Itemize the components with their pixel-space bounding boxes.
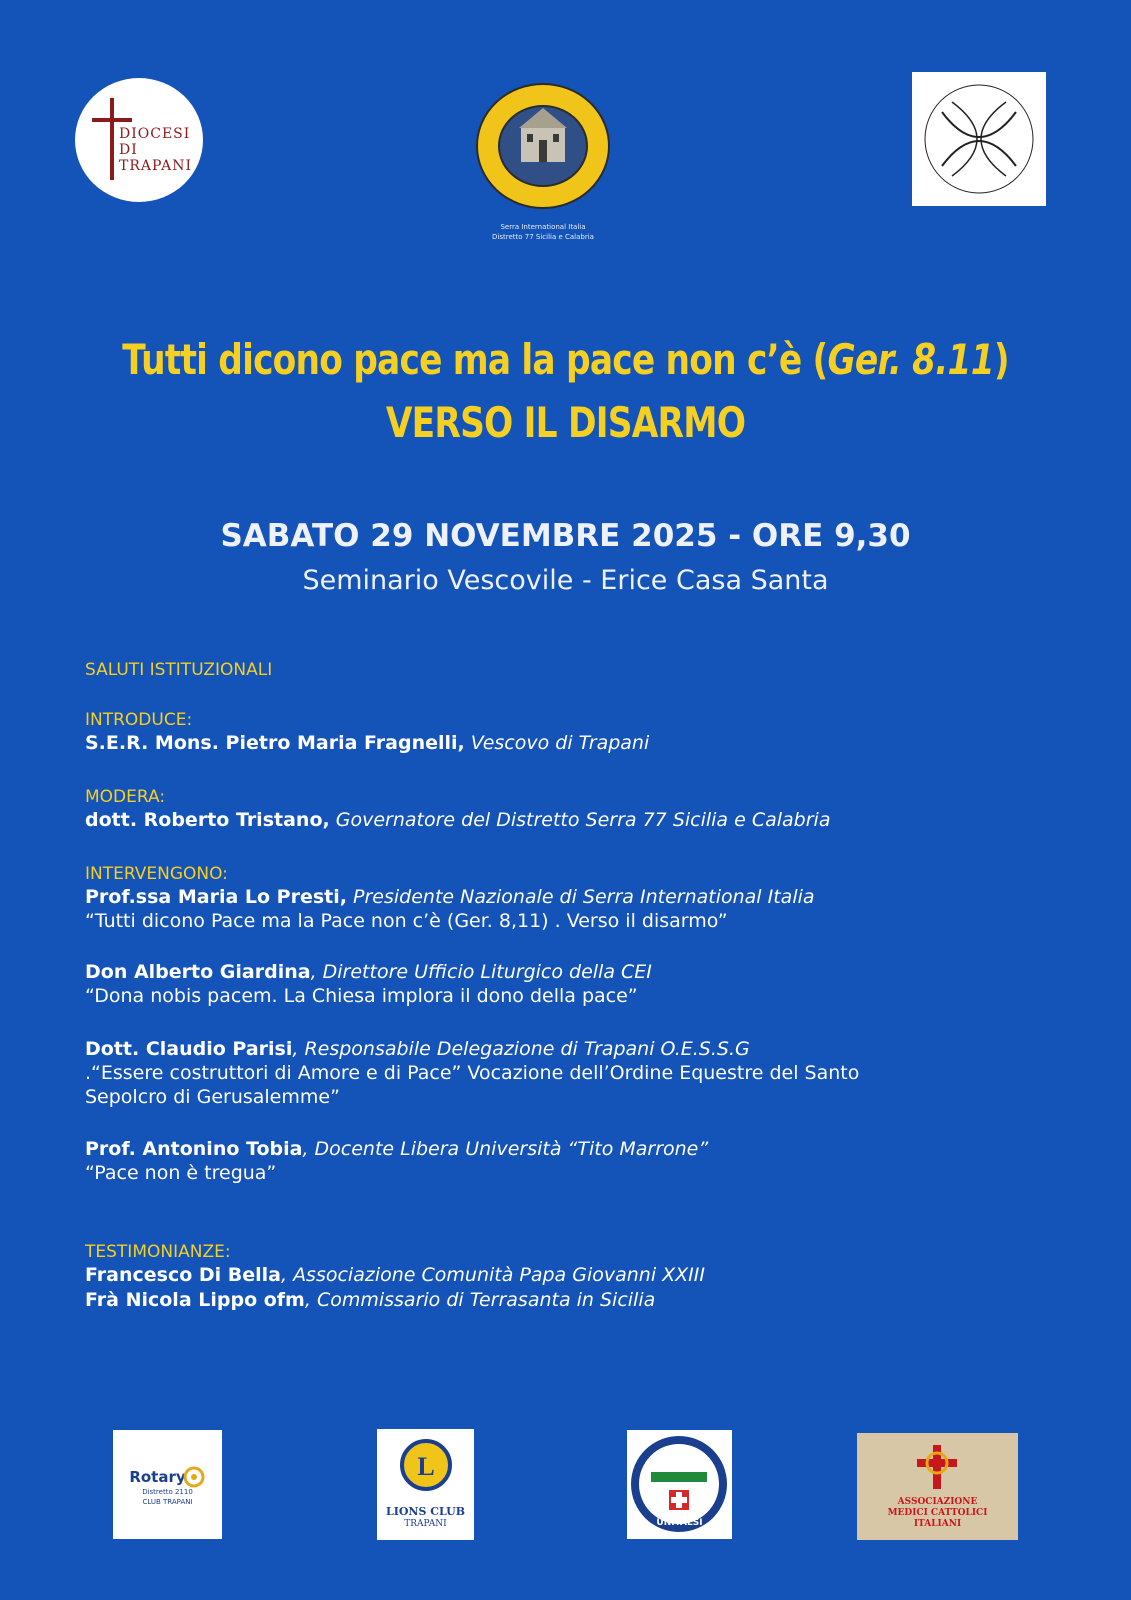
- speaker-role: , Docente Libera Università “Tito Marrone”: [302, 1138, 709, 1160]
- serra-caption: [455, 222, 631, 242]
- title-main: Tutti dicono pace ma la pace non c’è (: [122, 335, 828, 384]
- talk-title: “Tutti dicono Pace ma la Pace non c’è (Ger. 8,11) . Verso il disarmo”: [85, 910, 728, 932]
- lions-emblem-icon: [400, 1437, 452, 1495]
- title-close: ): [993, 335, 1009, 384]
- rotary-district: Distretto 2110: [142, 1488, 193, 1496]
- modera-line: [85, 808, 1085, 832]
- speaker-line: [85, 960, 1085, 984]
- testimonianze-heading: TESTIMONIANZE:: [85, 1242, 231, 1262]
- amci-line1: ASSOCIAZIONE: [897, 1497, 978, 1507]
- speaker-entry: [85, 1037, 1085, 1109]
- speaker-entry: [85, 1137, 1085, 1185]
- amci-logo: [857, 1433, 1018, 1540]
- serra-caption-line1: Serra International Italia: [500, 223, 586, 231]
- speaker-entry: [85, 885, 1085, 933]
- speaker-line: [85, 885, 1085, 909]
- speaker-role: , Associazione Comunità Papa Giovanni XXIII: [280, 1264, 705, 1286]
- speaker-name: S.E.R. Mons. Pietro Maria Fragnelli,: [85, 732, 465, 754]
- speaker-role: Vescovo di Trapani: [464, 732, 650, 754]
- talk-title-cont: Sepolcro di Gerusalemme”: [85, 1086, 340, 1108]
- speaker-line: [85, 1137, 1085, 1161]
- event-title-line2: VERSO IL DISARMO: [385, 398, 746, 447]
- modera-heading: MODERA:: [85, 787, 166, 807]
- speaker-role: , Responsabile Delegazione di Trapani O.E.S.S.G: [292, 1038, 750, 1060]
- svg-text:L: L: [417, 1452, 435, 1481]
- event-title-line1: [102, 335, 1029, 384]
- testimonianza-line: [85, 1263, 1085, 1287]
- serra-caption-line2: Distretto 77 Sicilia e Calabria: [492, 233, 594, 241]
- rotary-club: CLUB TRAPANI: [142, 1498, 193, 1506]
- speaker-role: , Commissario di Terrasanta in Sicilia: [304, 1289, 656, 1311]
- talk-title: “Pace non è tregua”: [85, 1162, 277, 1184]
- unitalsi-logo: [627, 1430, 732, 1539]
- speaker-name: Francesco Di Bella: [85, 1264, 281, 1286]
- speaker-name: Prof.ssa Maria Lo Presti,: [85, 886, 347, 908]
- talk-title: “Dona nobis pacem. La Chiesa implora il dono della pace”: [85, 985, 638, 1007]
- speaker-name: Don Alberto Giardina: [85, 961, 311, 983]
- intervengono-heading: INTERVENGONO:: [85, 864, 228, 884]
- serra-international-logo: [475, 82, 611, 210]
- unitalsi-name: UNITALSI: [656, 1518, 703, 1528]
- seminario-seal-icon: [912, 72, 1046, 206]
- saluti-heading: SALUTI ISTITUZIONALI: [85, 660, 273, 680]
- speaker-line: [85, 1037, 1085, 1061]
- speaker-name: Prof. Antonino Tobia: [85, 1138, 303, 1160]
- speaker-name: Frà Nicola Lippo ofm: [85, 1289, 305, 1311]
- amci-line3: ITALIANI: [913, 1519, 962, 1529]
- speaker-role: Presidente Nazionale di Serra International Italia: [346, 886, 815, 908]
- lions-line1: LIONS CLUB: [385, 1505, 466, 1518]
- talk-title: .“Essere costruttori di Amore e di Pace” Vocazione dell’Ordine Equestre del Santo: [85, 1062, 860, 1084]
- speaker-role: Governatore del Distretto Serra 77 Sicilia e Calabria: [329, 809, 831, 831]
- introduce-heading: INTRODUCE:: [85, 710, 193, 730]
- rotary-name: Rotary: [129, 1468, 186, 1486]
- introduce-line: [85, 731, 1085, 755]
- event-venue: Seminario Vescovile - Erice Casa Santa: [302, 565, 829, 596]
- title-reference: Ger. 8.11: [827, 335, 994, 384]
- cross-icon: [110, 98, 114, 180]
- amci-line2: MEDICI CATTOLICI: [887, 1508, 988, 1518]
- diocesi-line2: DI TRAPANI: [119, 142, 193, 174]
- testimonianza-line: [85, 1288, 1085, 1312]
- speaker-entry: [85, 960, 1085, 1008]
- rotary-wheel-icon: [183, 1466, 205, 1488]
- event-date: SABATO 29 NOVEMBRE 2025 - ORE 9,30: [220, 518, 911, 554]
- amci-cross-icon: [913, 1443, 961, 1491]
- cross-arm: [92, 118, 132, 122]
- speaker-role: , Direttore Ufficio Liturgico della CEI: [310, 961, 652, 983]
- rotary-logo: [113, 1430, 222, 1539]
- lions-line2: TRAPANI: [404, 1519, 447, 1529]
- diocesi-line1: DIOCESI: [119, 126, 191, 142]
- speaker-name: Dott. Claudio Parisi: [85, 1038, 293, 1060]
- lions-club-logo: [377, 1429, 474, 1540]
- speaker-name: dott. Roberto Tristano,: [85, 809, 330, 831]
- diocesi-logo: [75, 78, 203, 202]
